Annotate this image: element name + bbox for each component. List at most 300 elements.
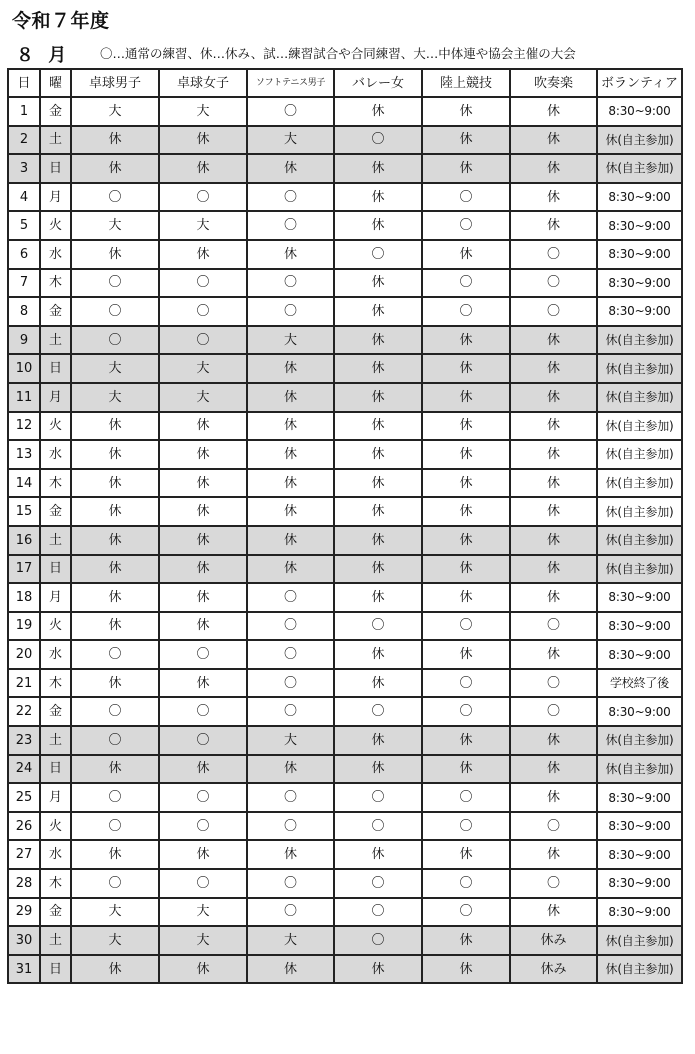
cell-brass-band: 休: [510, 783, 597, 812]
header-soft-tennis-boys: ソフトテニス男子: [247, 69, 334, 97]
weekday-cell: 月: [40, 783, 71, 812]
cell-volleyball-girls: 休: [334, 97, 422, 126]
weekday-cell: 日: [40, 755, 71, 784]
table-row: [8, 669, 682, 698]
day-cell: 24: [8, 755, 40, 784]
cell-brass-band: 休: [510, 469, 597, 498]
day-cell: 20: [8, 640, 40, 669]
table-row: [8, 126, 682, 155]
header-weekday: 曜: [40, 69, 71, 97]
table-row: [8, 840, 682, 869]
weekday-cell: 水: [40, 640, 71, 669]
cell-volunteer: 休(自主参加): [597, 555, 682, 584]
cell-volleyball-girls: 〇: [334, 126, 422, 155]
cell-brass-band: 休: [510, 326, 597, 355]
cell-table-tennis-girls: 大: [159, 926, 247, 955]
weekday-cell: 月: [40, 583, 71, 612]
table-row: [8, 154, 682, 183]
cell-table-tennis-girls: 休: [159, 755, 247, 784]
table-row: [8, 583, 682, 612]
cell-volunteer: 休(自主参加): [597, 154, 682, 183]
weekday-cell: 水: [40, 440, 71, 469]
cell-volleyball-girls: 休: [334, 469, 422, 498]
cell-table-tennis-girls: 休: [159, 612, 247, 641]
cell-volleyball-girls: 休: [334, 497, 422, 526]
cell-track-and-field: 休: [422, 354, 510, 383]
cell-track-and-field: 休: [422, 326, 510, 355]
table-row: [8, 469, 682, 498]
cell-table-tennis-boys: 〇: [71, 697, 159, 726]
cell-table-tennis-boys: 休: [71, 154, 159, 183]
cell-table-tennis-girls: 大: [159, 97, 247, 126]
cell-track-and-field: 〇: [422, 697, 510, 726]
day-cell: 21: [8, 669, 40, 698]
cell-track-and-field: 休: [422, 640, 510, 669]
cell-soft-tennis-boys: 〇: [247, 183, 334, 212]
cell-volunteer: 休(自主参加): [597, 326, 682, 355]
cell-volleyball-girls: 〇: [334, 697, 422, 726]
day-cell: 11: [8, 383, 40, 412]
cell-table-tennis-boys: 〇: [71, 812, 159, 841]
weekday-cell: 金: [40, 898, 71, 927]
cell-volunteer: 学校終了後: [597, 669, 682, 698]
cell-soft-tennis-boys: 大: [247, 126, 334, 155]
cell-table-tennis-boys: 休: [71, 240, 159, 269]
table-row: [8, 526, 682, 555]
cell-volleyball-girls: 休: [334, 726, 422, 755]
cell-volunteer: 8:30~9:00: [597, 869, 682, 898]
cell-brass-band: 休: [510, 126, 597, 155]
day-cell: 14: [8, 469, 40, 498]
cell-volunteer: 休(自主参加): [597, 383, 682, 412]
table-row: [8, 354, 682, 383]
cell-table-tennis-boys: 大: [71, 926, 159, 955]
weekday-cell: 火: [40, 211, 71, 240]
cell-volleyball-girls: 休: [334, 297, 422, 326]
weekday-cell: 火: [40, 812, 71, 841]
cell-soft-tennis-boys: 〇: [247, 669, 334, 698]
cell-soft-tennis-boys: 休: [247, 440, 334, 469]
weekday-cell: 月: [40, 183, 71, 212]
day-cell: 2: [8, 126, 40, 155]
schedule-table: [7, 68, 683, 984]
cell-brass-band: 休: [510, 726, 597, 755]
cell-brass-band: 〇: [510, 240, 597, 269]
day-cell: 23: [8, 726, 40, 755]
header-table-tennis-boys: 卓球男子: [71, 69, 159, 97]
header-row: [8, 69, 682, 97]
legend-text: 〇…通常の練習、休…休み、試…練習試合や合同練習、大…中体連や協会主催の大会: [100, 46, 576, 61]
cell-table-tennis-boys: 休: [71, 526, 159, 555]
cell-soft-tennis-boys: 大: [247, 326, 334, 355]
cell-brass-band: 休み: [510, 926, 597, 955]
day-cell: 27: [8, 840, 40, 869]
cell-track-and-field: 休: [422, 840, 510, 869]
table-row: [8, 898, 682, 927]
cell-soft-tennis-boys: 休: [247, 526, 334, 555]
day-cell: 25: [8, 783, 40, 812]
header-volunteer: ボランティア: [597, 69, 682, 97]
weekday-cell: 日: [40, 354, 71, 383]
day-cell: 12: [8, 412, 40, 441]
cell-volunteer: 8:30~9:00: [597, 183, 682, 212]
table-row: [8, 555, 682, 584]
cell-volleyball-girls: 休: [334, 211, 422, 240]
cell-volunteer: 8:30~9:00: [597, 812, 682, 841]
cell-brass-band: 〇: [510, 612, 597, 641]
cell-brass-band: 休: [510, 898, 597, 927]
cell-table-tennis-boys: 〇: [71, 869, 159, 898]
cell-volunteer: 休(自主参加): [597, 412, 682, 441]
cell-soft-tennis-boys: 休: [247, 555, 334, 584]
cell-soft-tennis-boys: 休: [247, 383, 334, 412]
cell-volleyball-girls: 休: [334, 583, 422, 612]
cell-volunteer: 8:30~9:00: [597, 612, 682, 641]
cell-volunteer: 8:30~9:00: [597, 840, 682, 869]
cell-table-tennis-boys: 休: [71, 840, 159, 869]
cell-volleyball-girls: 休: [334, 840, 422, 869]
cell-table-tennis-girls: 休: [159, 240, 247, 269]
table-row: [8, 440, 682, 469]
cell-soft-tennis-boys: 〇: [247, 869, 334, 898]
cell-volunteer: 8:30~9:00: [597, 640, 682, 669]
cell-volunteer: 8:30~9:00: [597, 269, 682, 298]
cell-table-tennis-boys: 休: [71, 412, 159, 441]
cell-volleyball-girls: 休: [334, 354, 422, 383]
cell-volleyball-girls: 休: [334, 383, 422, 412]
cell-volleyball-girls: 〇: [334, 869, 422, 898]
cell-track-and-field: 休: [422, 97, 510, 126]
cell-track-and-field: 休: [422, 526, 510, 555]
cell-track-and-field: 休: [422, 583, 510, 612]
month-label: ８ 月: [16, 45, 67, 66]
cell-soft-tennis-boys: 休: [247, 412, 334, 441]
table-row: [8, 383, 682, 412]
cell-table-tennis-boys: 休: [71, 669, 159, 698]
weekday-cell: 金: [40, 697, 71, 726]
day-cell: 17: [8, 555, 40, 584]
cell-brass-band: 休: [510, 412, 597, 441]
day-cell: 16: [8, 526, 40, 555]
cell-soft-tennis-boys: 〇: [247, 812, 334, 841]
table-row: [8, 755, 682, 784]
cell-table-tennis-boys: 〇: [71, 297, 159, 326]
cell-track-and-field: 休: [422, 412, 510, 441]
cell-table-tennis-boys: 休: [71, 497, 159, 526]
weekday-cell: 土: [40, 526, 71, 555]
cell-volleyball-girls: 〇: [334, 783, 422, 812]
cell-brass-band: 休: [510, 154, 597, 183]
cell-table-tennis-boys: 休: [71, 583, 159, 612]
cell-table-tennis-girls: 〇: [159, 697, 247, 726]
cell-brass-band: 休: [510, 354, 597, 383]
header-brass-band: 吹奏楽: [510, 69, 597, 97]
weekday-cell: 土: [40, 126, 71, 155]
cell-table-tennis-boys: 大: [71, 97, 159, 126]
table-row: [8, 183, 682, 212]
table-row: [8, 412, 682, 441]
cell-volunteer: 休(自主参加): [597, 469, 682, 498]
weekday-cell: 火: [40, 412, 71, 441]
cell-volleyball-girls: 〇: [334, 812, 422, 841]
cell-volleyball-girls: 休: [334, 955, 422, 984]
day-cell: 7: [8, 269, 40, 298]
cell-brass-band: 休: [510, 555, 597, 584]
cell-table-tennis-girls: 休: [159, 583, 247, 612]
weekday-cell: 日: [40, 955, 71, 984]
cell-soft-tennis-boys: 休: [247, 469, 334, 498]
table-row: [8, 726, 682, 755]
cell-brass-band: 〇: [510, 869, 597, 898]
table-row: [8, 926, 682, 955]
cell-table-tennis-boys: 〇: [71, 326, 159, 355]
page-title: 令和７年度: [12, 10, 110, 32]
cell-track-and-field: 〇: [422, 669, 510, 698]
cell-soft-tennis-boys: 〇: [247, 211, 334, 240]
table-row: [8, 326, 682, 355]
cell-volunteer: 休(自主参加): [597, 926, 682, 955]
cell-volunteer: 8:30~9:00: [597, 211, 682, 240]
cell-brass-band: 休: [510, 497, 597, 526]
cell-table-tennis-girls: 大: [159, 383, 247, 412]
cell-volunteer: 8:30~9:00: [597, 240, 682, 269]
cell-track-and-field: 〇: [422, 898, 510, 927]
cell-volleyball-girls: 休: [334, 640, 422, 669]
cell-brass-band: 休: [510, 440, 597, 469]
cell-volleyball-girls: 〇: [334, 612, 422, 641]
cell-brass-band: 〇: [510, 269, 597, 298]
day-cell: 9: [8, 326, 40, 355]
cell-table-tennis-boys: 休: [71, 612, 159, 641]
cell-soft-tennis-boys: 〇: [247, 640, 334, 669]
weekday-cell: 火: [40, 612, 71, 641]
table-row: [8, 640, 682, 669]
cell-table-tennis-girls: 休: [159, 497, 247, 526]
cell-brass-band: 〇: [510, 697, 597, 726]
cell-soft-tennis-boys: 休: [247, 354, 334, 383]
cell-volleyball-girls: 休: [334, 526, 422, 555]
weekday-cell: 土: [40, 926, 71, 955]
day-cell: 13: [8, 440, 40, 469]
table-row: [8, 97, 682, 126]
cell-table-tennis-boys: 休: [71, 955, 159, 984]
cell-soft-tennis-boys: 〇: [247, 583, 334, 612]
cell-volunteer: 休(自主参加): [597, 440, 682, 469]
cell-soft-tennis-boys: 休: [247, 497, 334, 526]
cell-table-tennis-boys: 休: [71, 755, 159, 784]
day-cell: 15: [8, 497, 40, 526]
cell-soft-tennis-boys: 休: [247, 755, 334, 784]
cell-track-and-field: 〇: [422, 183, 510, 212]
cell-track-and-field: 休: [422, 440, 510, 469]
cell-table-tennis-girls: 〇: [159, 812, 247, 841]
cell-brass-band: 休: [510, 755, 597, 784]
cell-track-and-field: 休: [422, 926, 510, 955]
cell-volunteer: 休(自主参加): [597, 755, 682, 784]
cell-table-tennis-boys: 〇: [71, 726, 159, 755]
cell-volleyball-girls: 〇: [334, 926, 422, 955]
header-volleyball-girls: バレー女: [334, 69, 422, 97]
cell-track-and-field: 〇: [422, 297, 510, 326]
cell-table-tennis-girls: 〇: [159, 297, 247, 326]
day-cell: 22: [8, 697, 40, 726]
day-cell: 19: [8, 612, 40, 641]
cell-soft-tennis-boys: 〇: [247, 697, 334, 726]
cell-volleyball-girls: 休: [334, 755, 422, 784]
day-cell: 1: [8, 97, 40, 126]
cell-brass-band: 〇: [510, 812, 597, 841]
table-row: [8, 240, 682, 269]
cell-table-tennis-girls: 大: [159, 211, 247, 240]
weekday-cell: 水: [40, 840, 71, 869]
cell-table-tennis-girls: 休: [159, 412, 247, 441]
cell-track-and-field: 〇: [422, 812, 510, 841]
cell-table-tennis-boys: 大: [71, 211, 159, 240]
day-cell: 30: [8, 926, 40, 955]
weekday-cell: 土: [40, 726, 71, 755]
cell-table-tennis-girls: 〇: [159, 869, 247, 898]
cell-volunteer: 休(自主参加): [597, 497, 682, 526]
cell-volleyball-girls: 休: [334, 669, 422, 698]
table-row: [8, 955, 682, 984]
cell-volunteer: 8:30~9:00: [597, 697, 682, 726]
cell-table-tennis-girls: 休: [159, 526, 247, 555]
cell-table-tennis-girls: 休: [159, 555, 247, 584]
day-cell: 6: [8, 240, 40, 269]
table-row: [8, 612, 682, 641]
cell-track-and-field: 休: [422, 154, 510, 183]
cell-track-and-field: 休: [422, 955, 510, 984]
cell-table-tennis-boys: 休: [71, 440, 159, 469]
cell-brass-band: 休: [510, 211, 597, 240]
cell-track-and-field: 休: [422, 126, 510, 155]
cell-brass-band: 休: [510, 97, 597, 126]
cell-table-tennis-girls: 休: [159, 469, 247, 498]
header-day: 日: [8, 69, 40, 97]
cell-table-tennis-boys: 〇: [71, 269, 159, 298]
table-row: [8, 497, 682, 526]
table-row: [8, 783, 682, 812]
cell-volunteer: 8:30~9:00: [597, 297, 682, 326]
cell-brass-band: 〇: [510, 297, 597, 326]
cell-volleyball-girls: 休: [334, 326, 422, 355]
cell-volleyball-girls: 休: [334, 440, 422, 469]
day-cell: 26: [8, 812, 40, 841]
cell-table-tennis-boys: 休: [71, 469, 159, 498]
cell-soft-tennis-boys: 休: [247, 840, 334, 869]
table-row: [8, 812, 682, 841]
cell-soft-tennis-boys: 休: [247, 154, 334, 183]
cell-brass-band: 休: [510, 840, 597, 869]
cell-volunteer: 8:30~9:00: [597, 783, 682, 812]
cell-track-and-field: 〇: [422, 211, 510, 240]
cell-table-tennis-girls: 休: [159, 440, 247, 469]
day-cell: 4: [8, 183, 40, 212]
cell-soft-tennis-boys: 〇: [247, 783, 334, 812]
cell-soft-tennis-boys: 〇: [247, 898, 334, 927]
weekday-cell: 日: [40, 555, 71, 584]
day-cell: 5: [8, 211, 40, 240]
cell-soft-tennis-boys: 大: [247, 726, 334, 755]
weekday-cell: 木: [40, 669, 71, 698]
cell-volunteer: 8:30~9:00: [597, 97, 682, 126]
cell-table-tennis-boys: 〇: [71, 783, 159, 812]
table-row: [8, 269, 682, 298]
cell-volunteer: 8:30~9:00: [597, 583, 682, 612]
cell-table-tennis-girls: 〇: [159, 269, 247, 298]
cell-track-and-field: 〇: [422, 269, 510, 298]
cell-volleyball-girls: 〇: [334, 240, 422, 269]
cell-volunteer: 休(自主参加): [597, 955, 682, 984]
weekday-cell: 木: [40, 469, 71, 498]
cell-soft-tennis-boys: 〇: [247, 297, 334, 326]
cell-volleyball-girls: 休: [334, 269, 422, 298]
cell-volunteer: 休(自主参加): [597, 526, 682, 555]
cell-volunteer: 休(自主参加): [597, 354, 682, 383]
cell-track-and-field: 休: [422, 497, 510, 526]
cell-table-tennis-girls: 休: [159, 126, 247, 155]
cell-table-tennis-girls: 〇: [159, 640, 247, 669]
cell-soft-tennis-boys: 〇: [247, 612, 334, 641]
header-track-and-field: 陸上競技: [422, 69, 510, 97]
cell-table-tennis-boys: 休: [71, 555, 159, 584]
day-cell: 18: [8, 583, 40, 612]
cell-table-tennis-girls: 休: [159, 154, 247, 183]
cell-volleyball-girls: 休: [334, 154, 422, 183]
cell-track-and-field: 〇: [422, 869, 510, 898]
table-row: [8, 697, 682, 726]
cell-track-and-field: 休: [422, 726, 510, 755]
header-table-tennis-girls: 卓球女子: [159, 69, 247, 97]
cell-track-and-field: 〇: [422, 612, 510, 641]
day-cell: 31: [8, 955, 40, 984]
day-cell: 10: [8, 354, 40, 383]
weekday-cell: 木: [40, 269, 71, 298]
cell-table-tennis-boys: 大: [71, 898, 159, 927]
cell-soft-tennis-boys: 〇: [247, 269, 334, 298]
weekday-cell: 金: [40, 97, 71, 126]
cell-track-and-field: 休: [422, 383, 510, 412]
cell-table-tennis-boys: 休: [71, 126, 159, 155]
day-cell: 8: [8, 297, 40, 326]
cell-track-and-field: 休: [422, 469, 510, 498]
cell-volunteer: 8:30~9:00: [597, 898, 682, 927]
cell-brass-band: 〇: [510, 669, 597, 698]
cell-brass-band: 休: [510, 526, 597, 555]
cell-volunteer: 休(自主参加): [597, 726, 682, 755]
cell-soft-tennis-boys: 休: [247, 240, 334, 269]
cell-soft-tennis-boys: 大: [247, 926, 334, 955]
weekday-cell: 金: [40, 497, 71, 526]
cell-table-tennis-girls: 〇: [159, 783, 247, 812]
cell-table-tennis-boys: 大: [71, 354, 159, 383]
cell-table-tennis-girls: 休: [159, 955, 247, 984]
cell-volleyball-girls: 休: [334, 412, 422, 441]
day-cell: 3: [8, 154, 40, 183]
table-row: [8, 297, 682, 326]
weekday-cell: 日: [40, 154, 71, 183]
cell-track-and-field: 休: [422, 240, 510, 269]
weekday-cell: 月: [40, 383, 71, 412]
table-row: [8, 869, 682, 898]
weekday-cell: 土: [40, 326, 71, 355]
cell-soft-tennis-boys: 〇: [247, 97, 334, 126]
cell-table-tennis-girls: 大: [159, 898, 247, 927]
day-cell: 28: [8, 869, 40, 898]
cell-volunteer: 休(自主参加): [597, 126, 682, 155]
cell-brass-band: 休: [510, 583, 597, 612]
cell-table-tennis-girls: 大: [159, 354, 247, 383]
